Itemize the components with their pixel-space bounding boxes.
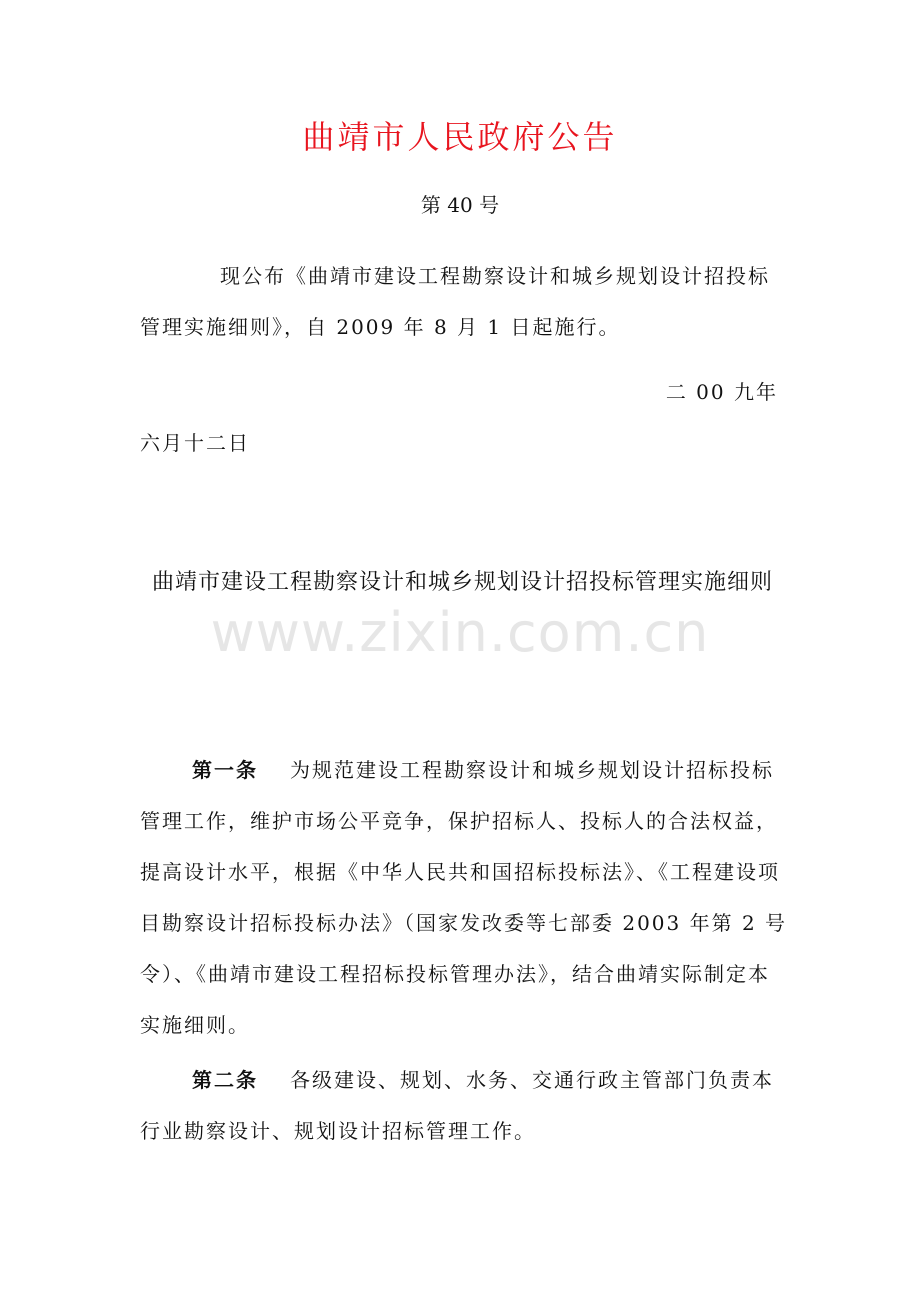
- article-2-label: 第二条: [192, 1068, 258, 1092]
- announcement-paragraph: 现公布《曲靖市建设工程勘察设计和城乡规划设计招投标管理实施细则》，自 2009 年 8 月 1 日起施行。: [140, 264, 770, 339]
- watermark: www.zixin.com.cn: [210, 601, 710, 664]
- article-2-text: 各级建设、规划、水务、交通行政主管部门负责本行业勘察设计、规划设计招标管理工作。: [140, 1068, 774, 1143]
- date-month-day: 六月十二日: [140, 431, 250, 455]
- announcement-title: 曲靖市人民政府公告: [302, 118, 618, 156]
- article-1: [140, 745, 788, 1051]
- rules-title: 曲靖市建设工程勘察设计和城乡规划设计招投标管理实施细则: [151, 570, 773, 595]
- article-1-text: 为规范建设工程勘察设计和城乡规划设计招标投标管理工作，维护市场公平竞争，保护招标人、投标人的合法权益，提高设计水平，根据《中华人民共和国招标投标法》、《工程建设项目勘察设计招标投标办法》（国家发改委等七部委 2003 年第 2 号令）、《曲靖市建设工程招标投标管理办法》，结合曲靖实际制定本实施细则。: [140, 758, 788, 1037]
- document-number: 第 40 号: [420, 193, 500, 217]
- date-year: 二 00 九年: [665, 380, 778, 404]
- article-1-label: 第一条: [192, 758, 258, 782]
- article-2: [140, 1055, 788, 1157]
